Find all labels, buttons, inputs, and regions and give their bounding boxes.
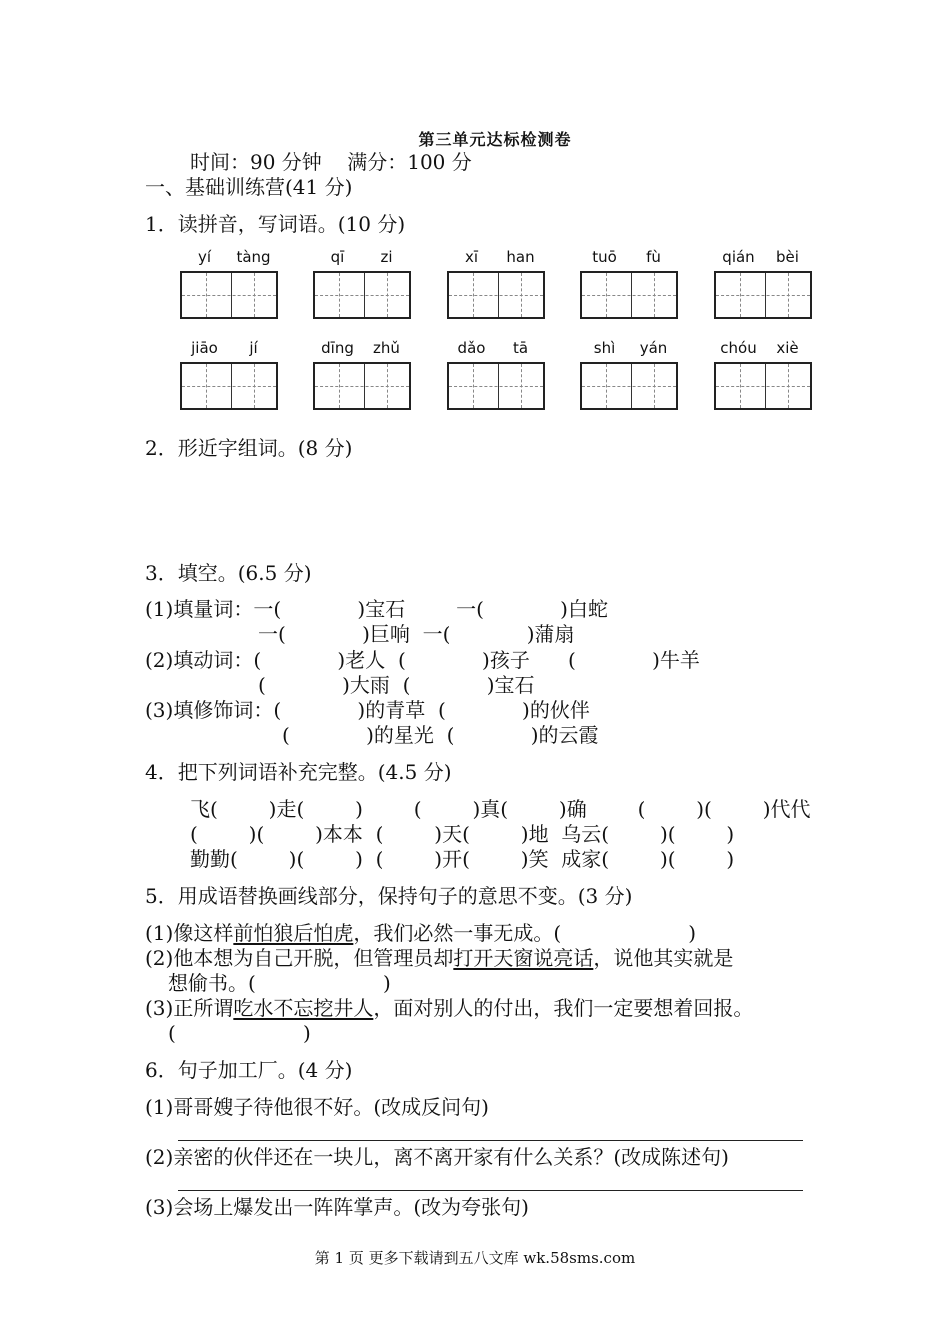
pinyin: bèi (776, 248, 799, 266)
q6-sentence-1: (1)哥哥嫂子待他很不好。(改成反问句) (145, 1095, 489, 1119)
q4-line: 勤勤( )( ) ( )开( )笑 成家( )( ) (190, 847, 735, 871)
q3-line: 一( )巨响 一( )蒲扇 (258, 622, 575, 646)
time-score-line: 时间：90 分钟 满分：100 分 (190, 150, 472, 174)
writing-grid[interactable] (180, 271, 278, 319)
pinyin: tā (512, 339, 529, 357)
writing-grid[interactable] (313, 271, 411, 319)
writing-grid[interactable] (180, 362, 278, 410)
pinyin: chóu (720, 339, 757, 357)
q5-sentence-2-answer: 想偷书。( ) (168, 971, 391, 995)
pinyin: han (506, 248, 535, 266)
pinyin: dǎo (457, 339, 486, 357)
pinyin: tàng (236, 248, 271, 266)
pinyin: jí (249, 339, 258, 357)
q2-heading: 2．形近字组词。(8 分) (145, 436, 353, 460)
q3-heading: 3．填空。(6.5 分) (145, 561, 312, 585)
q1-heading: 1．读拼音，写词语。(10 分) (145, 212, 406, 236)
pinyin: yán (639, 339, 668, 357)
q5-sentence-3: (3)正所谓吃水不忘挖井人，面对别人的付出，我们一定要想着回报。 (145, 996, 754, 1020)
writing-grid[interactable] (447, 362, 545, 410)
pinyin: shì (593, 339, 616, 357)
q3-line: ( )的星光 ( )的云霞 (282, 723, 599, 747)
q5-sentence-2: (2)他本想为自己开脱，但管理员却打开天窗说亮话，说他其实就是 (145, 946, 734, 970)
q3-line: (3)填修饰词：( )的青草 ( )的伙伴 (145, 698, 590, 722)
writing-grid[interactable] (714, 271, 812, 319)
pinyin: jiāo (191, 339, 218, 357)
pinyin: xī (464, 248, 479, 266)
q4-line: 飞( )走( ) ( )真( )确 ( )( )代代 (190, 797, 811, 821)
q5-sentence-1: (1)像这样前怕狼后怕虎，我们必然一事无成。( ) (145, 921, 697, 945)
pinyin: qián (722, 248, 755, 266)
answer-line[interactable] (178, 1140, 803, 1141)
writing-grid[interactable] (313, 362, 411, 410)
pinyin: dīng (321, 339, 354, 357)
writing-grid[interactable] (580, 271, 678, 319)
pinyin: zhǔ (373, 339, 400, 357)
pinyin: xiè (776, 339, 799, 357)
q4-line: ( )( )本本 ( )天( )地 乌云( )( ) (190, 822, 735, 846)
pinyin: yí (197, 248, 212, 266)
q5-sentence-3-answer: ( ) (168, 1021, 311, 1045)
q3-line: (2)填动词：( )老人 ( )孩子 ( )牛羊 (145, 648, 700, 672)
pinyin: zi (380, 248, 393, 266)
writing-grid[interactable] (580, 362, 678, 410)
writing-grid[interactable] (447, 271, 545, 319)
pinyin: tuō (592, 248, 617, 266)
q5-heading: 5．用成语替换画线部分，保持句子的意思不变。(3 分) (145, 884, 633, 908)
pinyin: qī (330, 248, 345, 266)
pinyin: fù (646, 248, 661, 266)
q6-sentence-3: (3)会场上爆发出一阵阵掌声。(改为夸张句) (145, 1195, 529, 1219)
q6-sentence-2: (2)亲密的伙伴还在一块儿，离不离开家有什么关系？(改成陈述句) (145, 1145, 729, 1169)
q4-heading: 4．把下列词语补充完整。(4.5 分) (145, 760, 452, 784)
page-title: 第三单元达标检测卷 (418, 130, 572, 149)
answer-line[interactable] (178, 1190, 803, 1191)
section-heading: 一、基础训练营(41 分) (145, 175, 353, 199)
page-footer: 第 1 页 更多下载请到五八文库 wk.58sms.com (314, 1249, 636, 1267)
q6-heading: 6．句子加工厂。(4 分) (145, 1058, 353, 1082)
q3-line: (1)填量词：一( )宝石 一( )白蛇 (145, 597, 608, 621)
writing-grid[interactable] (714, 362, 812, 410)
q3-line: ( )大雨 ( )宝石 (258, 673, 535, 697)
